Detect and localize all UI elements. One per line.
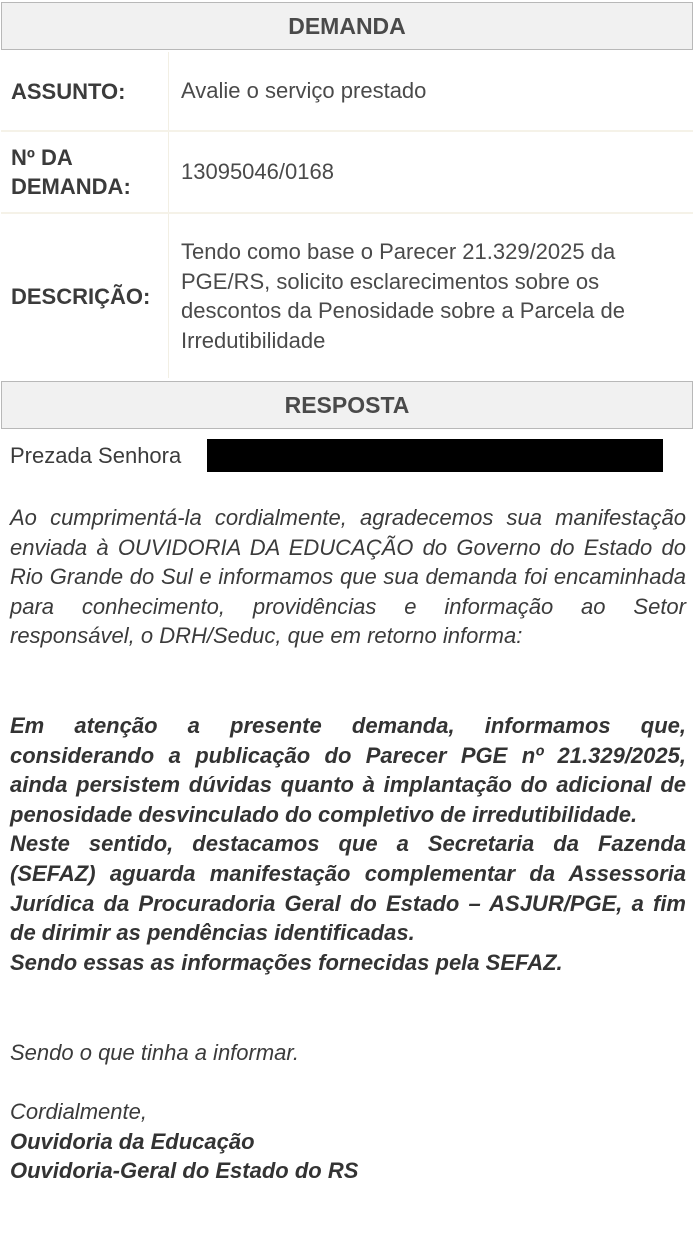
response-paragraph-3: Sendo o que tinha a informar. (10, 1040, 300, 1065)
resposta-header: RESPOSTA (1, 381, 693, 429)
demanda-header: DEMANDA (1, 2, 693, 50)
numero-row (1, 132, 693, 212)
descricao-label: DESCRIÇÃO: (11, 283, 151, 309)
response-paragraph-2a: Em atenção a presente demanda, informamos que, considerando a publicação do Parecer PGE nº 21.329/2025, ainda persistem dúvidas quanto à implantação do adicional de penosidade desvinculado do completivo de irredutibilidade. (10, 713, 686, 827)
assunto-value: Avalie o serviço prestado (168, 52, 693, 130)
redacted-name-block (207, 439, 663, 472)
response-paragraph-2c: Sendo essas as informações fornecidas pela SEFAZ. (10, 949, 563, 975)
assunto-row (1, 52, 693, 130)
numero-label-line2: DEMANDA: (11, 174, 131, 199)
response-paragraph-2 (10, 711, 686, 977)
greeting: Prezada Senhora (10, 443, 182, 468)
closing-text: Cordialmente, (10, 1099, 147, 1124)
numero-label (1, 132, 168, 212)
response-paragraph-2b: Neste sentido, destacamos que a Secretaria da Fazenda (SEFAZ) aguarda manifestação complementar da Assessoria Jurídica da Procuradoria Geral do Estado – ASJUR/PGE, a fim de dirimir as pendências identificadas. (10, 831, 686, 946)
assunto-label: ASSUNTO: (11, 78, 126, 104)
signature-line-1: Ouvidoria da Educação (10, 1128, 255, 1154)
numero-value: 13095046/0168 (168, 132, 693, 212)
signature-block (10, 1097, 358, 1186)
descricao-row (1, 214, 693, 378)
numero-label-line1: Nº DA (11, 145, 73, 170)
signature-line-2: Ouvidoria-Geral do Estado do RS (10, 1158, 359, 1184)
descricao-value: Tendo como base o Parecer 21.329/2025 da PGE/RS, solicito esclarecimentos sobre os descontos da Penosidade sobre a Parcela de Irredutibilidade (168, 214, 693, 378)
response-paragraph-1: Ao cumprimentá-la cordialmente, agradecemos sua manifestação enviada à OUVIDORIA DA EDUCAÇÃO do Governo do Estado do Rio Grande do Sul e informamos que sua demanda foi encaminhada para conhecimento, providências e informação ao Setor responsável, o DRH/Seduc, que em retorno informa: (10, 505, 686, 649)
